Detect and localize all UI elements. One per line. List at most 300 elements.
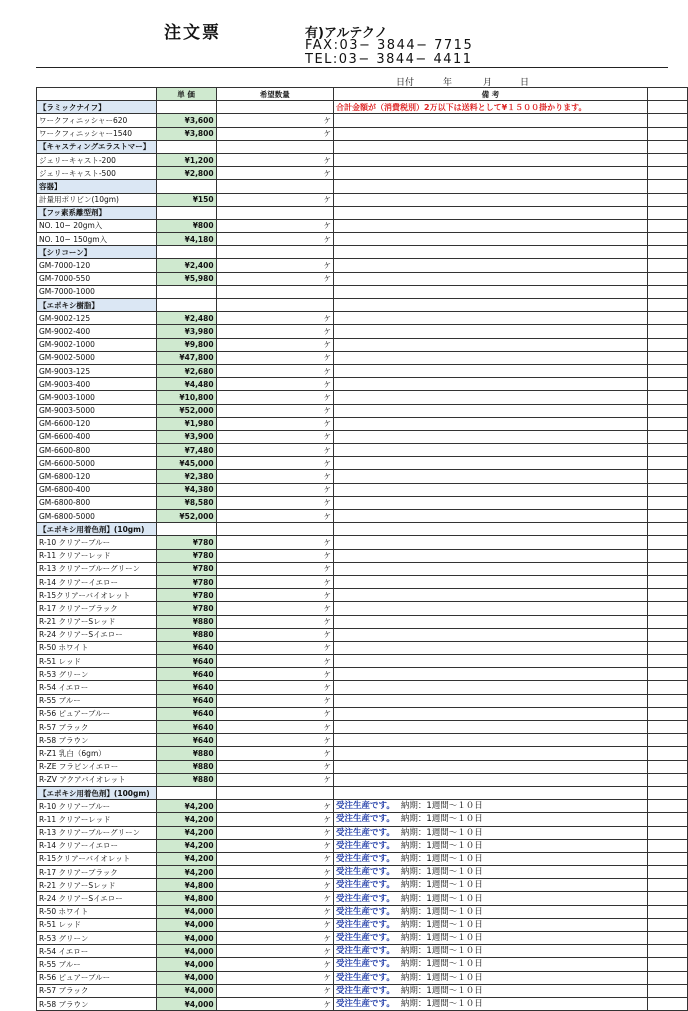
extra-cell xyxy=(647,114,687,127)
quantity-field[interactable]: ケ xyxy=(216,233,333,246)
remarks-cell xyxy=(334,905,648,918)
page-title: 注文票 xyxy=(164,23,221,43)
unit-price: ¥2,800 xyxy=(156,167,216,180)
extra-cell xyxy=(647,866,687,879)
extra-cell xyxy=(647,496,687,509)
unit-price xyxy=(156,786,216,799)
quantity-field[interactable]: ケ xyxy=(216,510,333,523)
category-row xyxy=(37,101,688,114)
quantity-field[interactable]: ケ xyxy=(216,391,333,404)
extra-cell xyxy=(647,351,687,364)
made-to-order-note: 受注生産です。 xyxy=(336,801,395,812)
unit-price: ¥880 xyxy=(156,615,216,628)
table-row xyxy=(37,747,688,760)
quantity-field[interactable]: ケ xyxy=(216,615,333,628)
product-name: R-15クリアーバイオレット xyxy=(37,589,157,602)
category-label: 容器】 xyxy=(37,180,157,193)
unit-price: ¥880 xyxy=(156,760,216,773)
extra-cell xyxy=(647,773,687,786)
made-to-order-note: 受注生産です。 xyxy=(336,946,395,957)
extra-cell xyxy=(647,852,687,865)
extra-cell xyxy=(647,879,687,892)
product-name: GM-7000-550 xyxy=(37,272,157,285)
unit-price: ¥4,800 xyxy=(156,892,216,905)
extra-cell xyxy=(647,285,687,298)
category-row xyxy=(37,140,688,153)
extra-cell xyxy=(647,430,687,443)
product-name: 計量用ポリビン(10gm) xyxy=(37,193,157,206)
quantity-field[interactable] xyxy=(216,523,333,536)
remarks-cell xyxy=(334,918,648,931)
product-name: GM-6800-800 xyxy=(37,496,157,509)
remarks-cell xyxy=(334,536,648,549)
unit-price: ¥4,480 xyxy=(156,378,216,391)
quantity-field[interactable]: ケ xyxy=(216,997,333,1010)
lead-time-note: 納期：1週間〜１０日 xyxy=(400,880,483,891)
quantity-field[interactable]: ケ xyxy=(216,325,333,338)
product-name: NO. 10− 20gm入 xyxy=(37,219,157,232)
lead-time-note: 納期：1週間〜１０日 xyxy=(400,985,483,996)
unit-price: ¥880 xyxy=(156,747,216,760)
remarks-cell xyxy=(334,707,648,720)
quantity-field[interactable] xyxy=(216,299,333,312)
table-row xyxy=(37,694,688,707)
table-row xyxy=(37,338,688,351)
unit-price: ¥3,600 xyxy=(156,114,216,127)
table-row xyxy=(37,444,688,457)
remarks-cell xyxy=(334,470,648,483)
table-row xyxy=(37,219,688,232)
product-name: GM-6800-400 xyxy=(37,483,157,496)
table-row xyxy=(37,430,688,443)
quantity-field[interactable]: ケ xyxy=(216,167,333,180)
remarks-cell xyxy=(334,615,648,628)
category-label: 【フッ素系離型剤】 xyxy=(37,206,157,219)
table-row xyxy=(37,997,688,1010)
table-row xyxy=(37,826,688,839)
quantity-field[interactable]: ケ xyxy=(216,932,333,945)
quantity-field[interactable]: ケ xyxy=(216,905,333,918)
quantity-field[interactable]: ケ xyxy=(216,193,333,206)
remarks-cell xyxy=(334,668,648,681)
remarks-cell xyxy=(334,272,648,285)
table-row xyxy=(37,773,688,786)
extra-cell xyxy=(647,918,687,931)
quantity-field[interactable]: ケ xyxy=(216,483,333,496)
extra-cell xyxy=(647,167,687,180)
product-name: R-15クリアーバイオレット xyxy=(37,852,157,865)
remarks-cell xyxy=(334,219,648,232)
made-to-order-note: 受注生産です。 xyxy=(336,827,395,838)
extra-cell xyxy=(647,312,687,325)
made-to-order-note: 受注生産です。 xyxy=(336,814,395,825)
lead-time-note: 納期：1週間〜１０日 xyxy=(400,999,483,1010)
extra-cell xyxy=(647,997,687,1010)
quantity-field[interactable]: ケ xyxy=(216,351,333,364)
table-row xyxy=(37,325,688,338)
extra-cell xyxy=(647,668,687,681)
table-row xyxy=(37,707,688,720)
quantity-field[interactable]: ケ xyxy=(216,826,333,839)
product-name: GM-9003-5000 xyxy=(37,404,157,417)
unit-price: ¥640 xyxy=(156,655,216,668)
unit-price: ¥1,200 xyxy=(156,153,216,166)
unit-price: ¥640 xyxy=(156,721,216,734)
made-to-order-note: 受注生産です。 xyxy=(336,972,395,983)
remarks-cell xyxy=(334,483,648,496)
table-row xyxy=(37,602,688,615)
product-name: R-10 クリアーブルー xyxy=(37,536,157,549)
quantity-field[interactable]: ケ xyxy=(216,866,333,879)
quantity-field[interactable]: ケ xyxy=(216,127,333,140)
unit-price: ¥640 xyxy=(156,641,216,654)
remarks-cell xyxy=(334,101,648,114)
table-row xyxy=(37,549,688,562)
remarks-cell xyxy=(334,945,648,958)
unit-price: ¥880 xyxy=(156,628,216,641)
unit-price: ¥3,980 xyxy=(156,325,216,338)
quantity-field[interactable]: ケ xyxy=(216,628,333,641)
extra-cell xyxy=(647,615,687,628)
table-row xyxy=(37,918,688,931)
product-name: GM-6800-120 xyxy=(37,470,157,483)
extra-cell xyxy=(647,338,687,351)
table-row xyxy=(37,193,688,206)
quantity-field[interactable]: ケ xyxy=(216,338,333,351)
unit-price: ¥47,800 xyxy=(156,351,216,364)
remarks-cell xyxy=(334,562,648,575)
unit-price: ¥780 xyxy=(156,589,216,602)
remarks-cell xyxy=(334,694,648,707)
extra-cell xyxy=(647,417,687,430)
quantity-field[interactable]: ケ xyxy=(216,562,333,575)
product-name: R-51 レッド xyxy=(37,655,157,668)
extra-cell xyxy=(647,246,687,259)
made-to-order-note: 受注生産です。 xyxy=(336,933,395,944)
product-name: R-10 クリアーブルー xyxy=(37,800,157,813)
quantity-field[interactable]: ケ xyxy=(216,549,333,562)
unit-price: ¥4,180 xyxy=(156,233,216,246)
quantity-field[interactable]: ケ xyxy=(216,114,333,127)
table-row xyxy=(37,272,688,285)
quantity-field[interactable] xyxy=(216,101,333,114)
remarks-cell xyxy=(334,457,648,470)
product-name: R-24 クリアーSイエロー xyxy=(37,628,157,641)
remarks-cell xyxy=(334,233,648,246)
extra-cell xyxy=(647,483,687,496)
remarks-cell xyxy=(334,734,648,747)
extra-cell xyxy=(647,219,687,232)
remarks-cell xyxy=(334,378,648,391)
quantity-field[interactable]: ケ xyxy=(216,589,333,602)
extra-cell xyxy=(647,140,687,153)
extra-cell xyxy=(647,259,687,272)
table-row xyxy=(37,364,688,377)
remarks-cell xyxy=(334,140,648,153)
quantity-field[interactable]: ケ xyxy=(216,378,333,391)
unit-price xyxy=(156,285,216,298)
table-row xyxy=(37,800,688,813)
product-name: GM-6600-400 xyxy=(37,430,157,443)
quantity-field[interactable] xyxy=(216,786,333,799)
quantity-field[interactable]: ケ xyxy=(216,219,333,232)
tel-number: TEL:03− 3844− 4411 xyxy=(305,52,473,67)
product-name: R-57 ブラック xyxy=(37,984,157,997)
quantity-field[interactable] xyxy=(216,246,333,259)
table-row xyxy=(37,417,688,430)
product-name: R-13 クリアーブルーグリーン xyxy=(37,562,157,575)
remarks-cell xyxy=(334,364,648,377)
table-row xyxy=(37,655,688,668)
remarks-cell xyxy=(334,285,648,298)
table-row xyxy=(37,839,688,852)
extra-cell xyxy=(647,364,687,377)
extra-cell xyxy=(647,523,687,536)
extra-cell xyxy=(647,800,687,813)
remarks-cell xyxy=(334,417,648,430)
lead-time-note: 納期：1週間〜１０日 xyxy=(400,827,483,838)
quantity-field[interactable]: ケ xyxy=(216,641,333,654)
remarks-cell xyxy=(334,299,648,312)
category-label: 【エポキシ用着色剤】(100gm) xyxy=(37,786,157,799)
product-name: GM-7000-1000 xyxy=(37,285,157,298)
product-name: GM-6600-5000 xyxy=(37,457,157,470)
category-row xyxy=(37,299,688,312)
quantity-field[interactable]: ケ xyxy=(216,496,333,509)
table-row xyxy=(37,866,688,879)
lead-time-note: 納期：1週間〜１０日 xyxy=(400,959,483,970)
extra-cell xyxy=(647,839,687,852)
quantity-field[interactable]: ケ xyxy=(216,272,333,285)
remarks-cell xyxy=(334,404,648,417)
extra-cell xyxy=(647,589,687,602)
remarks-cell xyxy=(334,866,648,879)
remarks-cell xyxy=(334,167,648,180)
unit-price: ¥2,400 xyxy=(156,259,216,272)
remarks-cell xyxy=(334,206,648,219)
quantity-field[interactable]: ケ xyxy=(216,681,333,694)
quantity-field[interactable]: ケ xyxy=(216,813,333,826)
extra-cell xyxy=(647,760,687,773)
remarks-cell xyxy=(334,589,648,602)
product-name: GM-9002-5000 xyxy=(37,351,157,364)
unit-price: ¥3,800 xyxy=(156,127,216,140)
remarks-cell xyxy=(334,786,648,799)
remarks-cell xyxy=(334,800,648,813)
quantity-field[interactable]: ケ xyxy=(216,668,333,681)
product-name: R-58 ブラウン xyxy=(37,997,157,1010)
quantity-field[interactable]: ケ xyxy=(216,892,333,905)
unit-price: ¥4,000 xyxy=(156,958,216,971)
table-row xyxy=(37,932,688,945)
unit-price: ¥780 xyxy=(156,562,216,575)
quantity-field[interactable] xyxy=(216,285,333,298)
unit-price: ¥9,800 xyxy=(156,338,216,351)
quantity-field[interactable]: ケ xyxy=(216,694,333,707)
extra-cell xyxy=(647,101,687,114)
quantity-field[interactable]: ケ xyxy=(216,575,333,588)
quantity-field[interactable]: ケ xyxy=(216,444,333,457)
quantity-field[interactable]: ケ xyxy=(216,364,333,377)
product-name: R-24 クリアーSイエロー xyxy=(37,892,157,905)
table-row xyxy=(37,457,688,470)
product-name: ジェリーキャスト-500 xyxy=(37,167,157,180)
remarks-cell xyxy=(334,312,648,325)
extra-cell xyxy=(647,932,687,945)
category-row xyxy=(37,523,688,536)
remarks-cell xyxy=(334,958,648,971)
remarks-cell xyxy=(334,259,648,272)
remarks-cell xyxy=(334,523,648,536)
unit-price: ¥4,000 xyxy=(156,997,216,1010)
table-row xyxy=(37,905,688,918)
quantity-field[interactable]: ケ xyxy=(216,153,333,166)
extra-cell xyxy=(647,180,687,193)
unit-price: ¥4,000 xyxy=(156,971,216,984)
product-name: R-55 ブルー xyxy=(37,694,157,707)
quantity-field[interactable]: ケ xyxy=(216,457,333,470)
unit-price: ¥4,000 xyxy=(156,905,216,918)
product-name: R-ZE フラビンイエロー xyxy=(37,760,157,773)
product-name: R-51 レッド xyxy=(37,918,157,931)
unit-price xyxy=(156,101,216,114)
product-name: R-50 ホワイト xyxy=(37,641,157,654)
unit-price: ¥150 xyxy=(156,193,216,206)
header-quantity: 希望数量 xyxy=(216,88,333,101)
remarks-cell xyxy=(334,813,648,826)
remarks-cell xyxy=(334,351,648,364)
quantity-field[interactable]: ケ xyxy=(216,971,333,984)
unit-price: ¥8,580 xyxy=(156,496,216,509)
extra-cell xyxy=(647,892,687,905)
extra-cell xyxy=(647,681,687,694)
quantity-field[interactable]: ケ xyxy=(216,430,333,443)
quantity-field[interactable]: ケ xyxy=(216,984,333,997)
product-name: R-11 クリアーレッド xyxy=(37,549,157,562)
quantity-field[interactable]: ケ xyxy=(216,734,333,747)
product-name: R-56 ピュアーブルー xyxy=(37,707,157,720)
unit-price: ¥5,980 xyxy=(156,272,216,285)
made-to-order-note: 受注生産です。 xyxy=(336,959,395,970)
table-row xyxy=(37,312,688,325)
remarks-cell xyxy=(334,549,648,562)
quantity-field[interactable]: ケ xyxy=(216,536,333,549)
unit-price: ¥780 xyxy=(156,575,216,588)
unit-price: ¥4,380 xyxy=(156,483,216,496)
table-row xyxy=(37,127,688,140)
product-name: R-17 クリアーブラック xyxy=(37,866,157,879)
table-row xyxy=(37,351,688,364)
quantity-field[interactable]: ケ xyxy=(216,918,333,931)
unit-price: ¥4,200 xyxy=(156,813,216,826)
product-name: R-11 クリアーレッド xyxy=(37,813,157,826)
extra-cell xyxy=(647,721,687,734)
table-row xyxy=(37,668,688,681)
quantity-field[interactable]: ケ xyxy=(216,879,333,892)
remarks-cell xyxy=(334,892,648,905)
extra-cell xyxy=(647,641,687,654)
quantity-field[interactable]: ケ xyxy=(216,773,333,786)
quantity-field[interactable]: ケ xyxy=(216,839,333,852)
lead-time-note: 納期：1週間〜１０日 xyxy=(400,853,483,864)
made-to-order-note: 受注生産です。 xyxy=(336,906,395,917)
product-name: R-57 ブラック xyxy=(37,721,157,734)
quantity-field[interactable]: ケ xyxy=(216,852,333,865)
extra-cell xyxy=(647,378,687,391)
category-label: 【シリコーン】 xyxy=(37,246,157,259)
product-name: GM-9003-1000 xyxy=(37,391,157,404)
quantity-field[interactable]: ケ xyxy=(216,958,333,971)
extra-cell xyxy=(647,958,687,971)
product-name: ワークフィニッシャー620 xyxy=(37,114,157,127)
remarks-cell xyxy=(334,338,648,351)
quantity-field[interactable]: ケ xyxy=(216,470,333,483)
extra-cell xyxy=(647,694,687,707)
product-name: R-13 クリアーブルーグリーン xyxy=(37,826,157,839)
table-row xyxy=(37,114,688,127)
made-to-order-note: 受注生産です。 xyxy=(336,999,395,1010)
quantity-field[interactable] xyxy=(216,206,333,219)
quantity-field[interactable]: ケ xyxy=(216,721,333,734)
table-row xyxy=(37,404,688,417)
unit-price: ¥4,200 xyxy=(156,852,216,865)
table-row xyxy=(37,681,688,694)
header-name-cell xyxy=(37,88,157,101)
extra-cell xyxy=(647,391,687,404)
quantity-field[interactable]: ケ xyxy=(216,945,333,958)
quantity-field[interactable] xyxy=(216,140,333,153)
remarks-cell xyxy=(334,391,648,404)
remarks-cell xyxy=(334,430,648,443)
day-label: 日 xyxy=(520,78,530,88)
category-row xyxy=(37,180,688,193)
remarks-cell xyxy=(334,971,648,984)
product-name: R-Z1 乳白（6gm） xyxy=(37,747,157,760)
extra-cell xyxy=(647,562,687,575)
unit-price: ¥3,900 xyxy=(156,430,216,443)
quantity-field[interactable]: ケ xyxy=(216,747,333,760)
quantity-field[interactable]: ケ xyxy=(216,760,333,773)
table-row xyxy=(37,615,688,628)
quantity-field[interactable]: ケ xyxy=(216,707,333,720)
quantity-field[interactable]: ケ xyxy=(216,800,333,813)
extra-cell xyxy=(647,628,687,641)
quantity-field[interactable]: ケ xyxy=(216,404,333,417)
table-row xyxy=(37,285,688,298)
quantity-field[interactable]: ケ xyxy=(216,312,333,325)
quantity-field[interactable]: ケ xyxy=(216,655,333,668)
quantity-field[interactable] xyxy=(216,180,333,193)
unit-price: ¥4,200 xyxy=(156,826,216,839)
table-row xyxy=(37,734,688,747)
quantity-field[interactable]: ケ xyxy=(216,259,333,272)
table-row xyxy=(37,721,688,734)
category-label: 【エポキシ用着色剤】(10gm) xyxy=(37,523,157,536)
remarks-cell xyxy=(334,180,648,193)
remarks-cell xyxy=(334,628,648,641)
extra-cell xyxy=(647,404,687,417)
lead-time-note: 納期：1週間〜１０日 xyxy=(400,867,483,878)
unit-price: ¥4,000 xyxy=(156,932,216,945)
product-name: R-14 クリアーイエロー xyxy=(37,575,157,588)
lead-time-note: 納期：1週間〜１０日 xyxy=(400,972,483,983)
quantity-field[interactable]: ケ xyxy=(216,417,333,430)
extra-cell xyxy=(647,510,687,523)
table-row xyxy=(37,628,688,641)
product-name: GM-9003-400 xyxy=(37,378,157,391)
extra-cell xyxy=(647,602,687,615)
quantity-field[interactable]: ケ xyxy=(216,602,333,615)
